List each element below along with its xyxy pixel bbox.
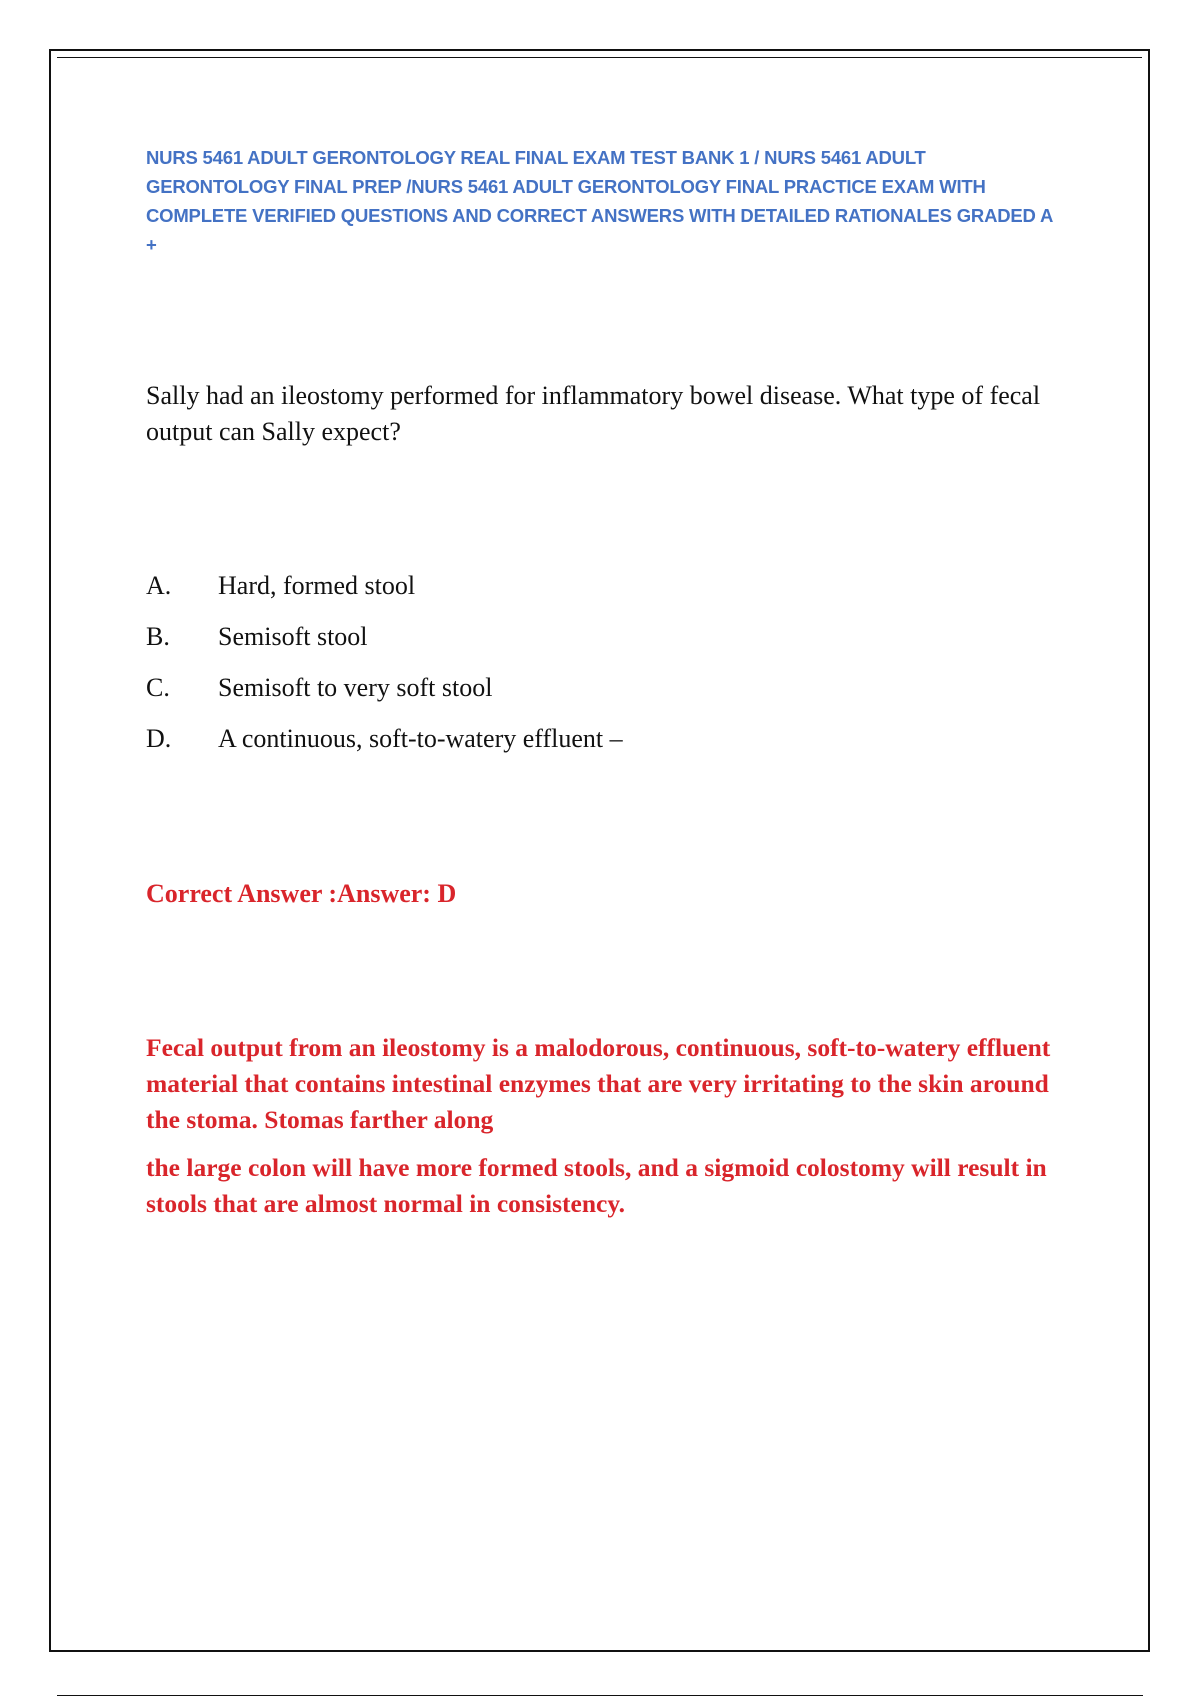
option-c xyxy=(146,668,1046,719)
option-letter: B. xyxy=(146,622,170,651)
page-frame xyxy=(49,49,1150,1652)
option-b xyxy=(146,617,1046,668)
rationale-paragraph-1: Fecal output from an ileostomy is a malodorous, continuous, soft-to-watery effluent material that contains intestinal enzymes that are very irritating to the skin around the stoma. Stomas farther along xyxy=(146,1033,1051,1134)
option-d xyxy=(146,719,1046,770)
question-text: Sally had an ileostomy performed for inflammatory bowel disease. What type of fecal output can Sally expect? xyxy=(146,381,1041,446)
page-bottom-rule xyxy=(57,1695,1143,1696)
option-a xyxy=(146,566,1046,617)
option-text: A continuous, soft-to-watery effluent – xyxy=(218,724,623,753)
correct-answer: Correct Answer :Answer: D xyxy=(146,879,457,908)
document-header-title: NURS 5461 ADULT GERONTOLOGY REAL FINAL EXAM TEST BANK 1 / NURS 5461 ADULT GERONTOLOGY FINAL PREP /NURS 5461 ADULT GERONTOLOGY FINAL PRACTICE EXAM WITH COMPLETE VERIFIED QUESTIONS AND CORRECT ANSWERS WITH DETAILED RATIONALES GRADED A + xyxy=(146,147,1053,255)
page-top-rule xyxy=(57,57,1142,58)
option-text: Semisoft to very soft stool xyxy=(218,673,493,702)
option-letter: C. xyxy=(146,673,170,702)
answer-options-list xyxy=(146,566,1046,770)
option-text: Semisoft stool xyxy=(218,622,368,651)
option-letter: A. xyxy=(146,571,172,600)
rationale-paragraph-2: the large colon will have more formed stools, and a sigmoid colostomy will result in stools that are almost normal in consistency. xyxy=(146,1153,1047,1218)
option-text: Hard, formed stool xyxy=(218,571,416,600)
option-letter: D. xyxy=(146,724,172,753)
